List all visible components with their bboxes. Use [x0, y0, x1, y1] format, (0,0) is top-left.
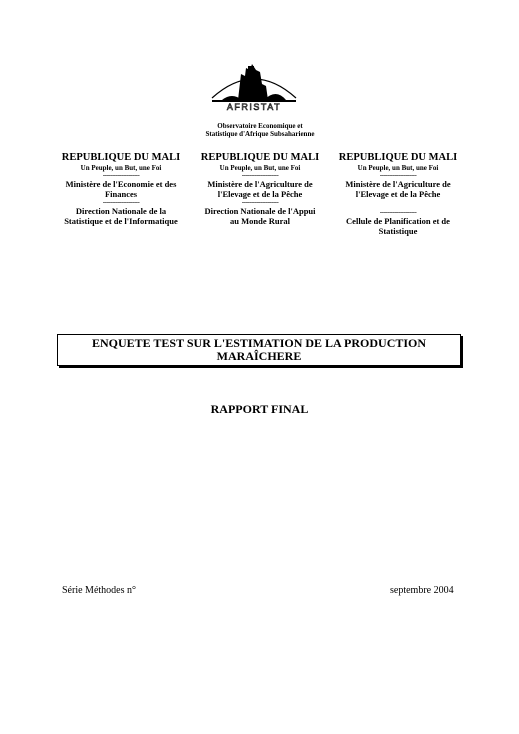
ministry-line-2: l'Elevage et de la Pêche: [355, 189, 441, 199]
series-label: Série Méthodes n°: [62, 585, 136, 596]
publication-date: septembre 2004: [390, 585, 454, 596]
separator: --------------------: [379, 208, 417, 216]
direction-line-2: Statistique et de l'Informatique: [64, 216, 178, 226]
ministry-line-2: l'Elevage et de la Pêche: [217, 189, 303, 199]
direction-line-1: Direction Nationale de la: [75, 206, 167, 216]
logo-subtitle-line-1: Observatoire Economique et: [217, 122, 303, 130]
direction-line-2: au Monde Rural: [230, 216, 290, 226]
ministry-line-1: Ministère de l'Agriculture de: [345, 179, 451, 189]
direction-name: [194, 206, 326, 226]
national-motto: Un Peuple, un But, une Foi: [219, 164, 301, 172]
direction-line-2: Statistique: [378, 226, 418, 236]
republic-name: REPUBLIQUE DU MALI: [338, 152, 458, 163]
republic-name: REPUBLIQUE DU MALI: [200, 152, 320, 163]
header-column-3: [332, 152, 464, 236]
ministry-name: [332, 179, 464, 199]
report-label: RAPPORT FINAL: [210, 402, 309, 416]
direction-name: [332, 216, 464, 236]
ministry-name: [55, 179, 187, 199]
logo-subtitle: [190, 122, 330, 138]
ministry-name: [194, 179, 326, 199]
national-motto: Un Peuple, un But, une Foi: [80, 164, 162, 172]
direction-name: [55, 206, 187, 226]
header-column-1: [55, 152, 187, 226]
afristat-logo: [208, 62, 300, 112]
separator: --------------------: [241, 198, 279, 206]
logo-wordmark: AFRISTAT: [226, 102, 282, 112]
separator: --------------------: [379, 171, 417, 179]
title-line-1: ENQUETE TEST SUR L'ESTIMATION DE LA PRODUCTION: [91, 336, 427, 350]
ministry-line-1: Ministère de l'Agriculture de: [207, 179, 313, 189]
separator: --------------------: [102, 171, 140, 179]
separator: --------------------: [102, 198, 140, 206]
title-line-2: MARAÎCHERE: [216, 349, 302, 363]
ministry-line-2: Finances: [104, 189, 138, 199]
separator: --------------------: [241, 171, 279, 179]
header-column-2: [194, 152, 326, 226]
ministry-line-1: Ministère de l'Economie et des: [65, 179, 177, 189]
republic-name: REPUBLIQUE DU MALI: [61, 152, 181, 163]
direction-line-1: Cellule de Planification et de: [346, 216, 450, 226]
direction-line-1: Direction Nationale de l'Appui: [204, 206, 316, 216]
document-title: [57, 334, 461, 366]
logo-subtitle-line-2: Statistique d'Afrique Subsaharienne: [205, 130, 315, 138]
national-motto: Un Peuple, un But, une Foi: [357, 164, 439, 172]
